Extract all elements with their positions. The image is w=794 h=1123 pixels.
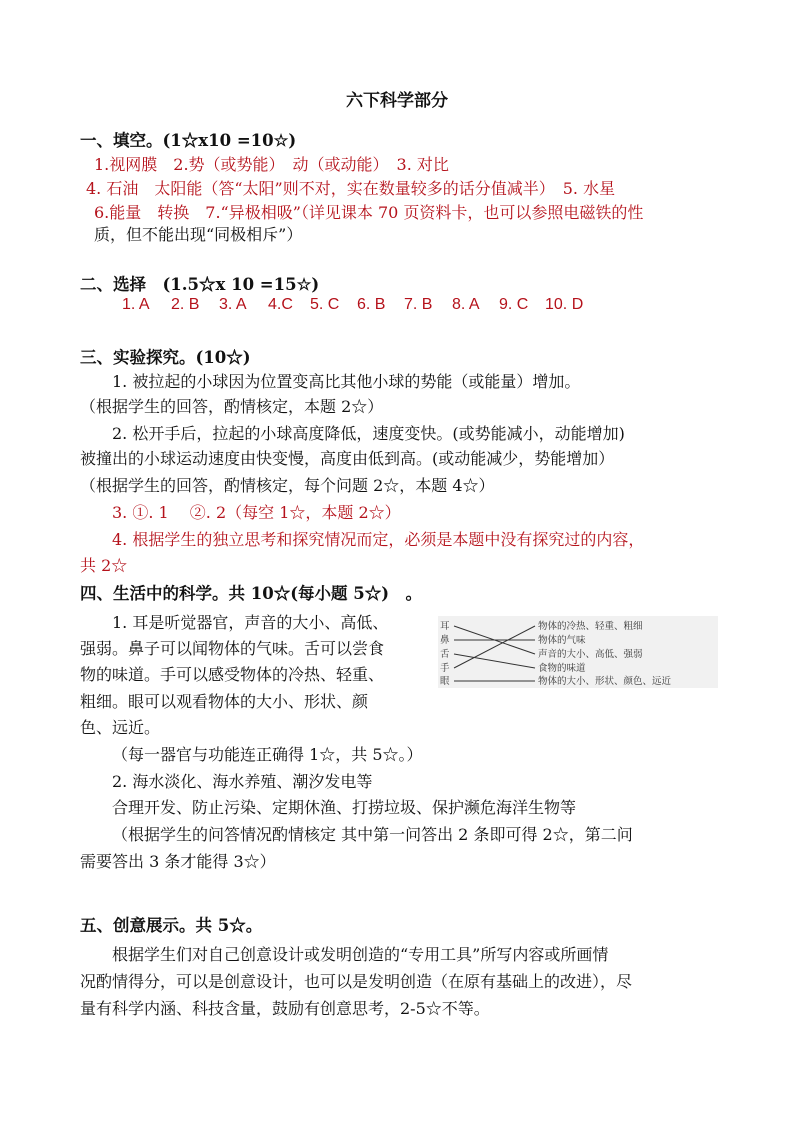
diagram-function-4: 物体的大小、形状、颜色、远近 (538, 676, 672, 687)
diagram-organ-1: 鼻 (440, 635, 450, 646)
link-hand-touch (454, 626, 535, 668)
s5-line-1: 根据学生们对自己创意设计或发明创造的“专用工具”所写内容或所画情 (112, 945, 609, 964)
link-tongue-taste (454, 654, 535, 668)
s4-line-4: 粗细。眼可以观看物体的大小、形状、颜 (80, 692, 369, 711)
s2-answer-9: 9. C (499, 296, 529, 313)
diagram-organ-0: 耳 (440, 621, 450, 632)
s2-answer-8: 8. A (452, 296, 480, 313)
s4-line-9: （根据学生的问答情况酌情核定 其中第一问答出 2 条即可得 2☆，第二问 (112, 825, 633, 844)
section-3-heading: 三、实验探究。(10☆) (80, 348, 251, 367)
s2-answer-10: 10. D (545, 296, 584, 313)
diagram-organ-3: 手 (440, 663, 450, 674)
s3-line-6: 3. ①. 1 ②. 2（每空 1☆，本题 2☆） (112, 503, 401, 522)
s3-line-4: 被撞出的小球运动速度由快变慢，高度由低到高。(或动能减少，势能增加） (80, 449, 615, 468)
s1-line-4: 质，但不能出现“同极相斥”） (94, 225, 303, 244)
diagram-organ-4: 眼 (440, 676, 450, 687)
s3-line-7: 4. 根据学生的独立思考和探究情况而定，必须是本题中没有探究过的内容， (112, 530, 645, 549)
s2-answer-2: 2. B (171, 296, 200, 313)
s3-line-2: （根据学生的回答，酌情核定，本题 2☆） (80, 397, 384, 416)
s3-line-5: （根据学生的回答，酌情核定，每个问题 2☆，本题 4☆） (80, 476, 495, 495)
s4-line-2: 强弱。鼻子可以闻物体的气味。舌可以尝食 (80, 639, 385, 658)
s3-line-1: 1. 被拉起的小球因为位置变高比其他小球的势能（或能量）增加。 (112, 372, 581, 391)
s4-line-5: 色、远近。 (80, 718, 161, 737)
organ-function-matching-diagram (438, 616, 718, 688)
s4-line-3: 物的味道。手可以感受物体的冷热、轻重、 (80, 665, 385, 684)
section-2-heading: 二、选择 (1.5☆x 10 =15☆) (80, 275, 320, 294)
s2-answer-4: 4.C (268, 296, 293, 313)
s4-line-10: 需要答出 3 条才能得 3☆） (80, 852, 276, 871)
diagram-organ-2: 舌 (440, 649, 450, 660)
s2-answer-3: 3. A (219, 296, 247, 313)
page-title: 六下科学部分 (346, 91, 448, 111)
section-1-heading: 一、填空。(1☆x10 =10☆) (80, 131, 297, 150)
section-4-heading: 四、生活中的科学。共 10☆(每小题 5☆) 。 (80, 584, 423, 603)
diagram-function-0: 物体的冷热、轻重、粗细 (538, 621, 643, 632)
s1-line-3: 6.能量 转换 7.“异极相吸”（详见课本 70 页资料卡，也可以参照电磁铁的性 (94, 203, 644, 222)
s5-line-2: 况酌情得分，可以是创意设计，也可以是发明创造（在原有基础上的改进），尽 (80, 972, 633, 991)
s4-line-8: 合理开发、防止污染、定期休渔、打捞垃圾、保护濒危海洋生物等 (112, 798, 577, 817)
diagram-function-1: 物体的气味 (538, 635, 586, 646)
s2-answer-7: 7. B (404, 296, 433, 313)
s2-answer-5: 5. C (310, 296, 340, 313)
s3-line-3: 2. 松开手后，拉起的小球高度降低，速度变快。(或势能减小，动能增加) (112, 424, 625, 443)
s2-answer-1: 1. A (122, 296, 150, 313)
diagram-function-2: 声音的大小、高低、强弱 (538, 649, 643, 660)
s4-line-6: （每一器官与功能连正确得 1☆，共 5☆。） (112, 745, 423, 764)
s4-line-7: 2. 海水淡化、海水养殖、潮汐发电等 (112, 772, 373, 791)
section-5-heading: 五、创意展示。共 5☆。 (80, 916, 263, 935)
s4-line-1: 1. 耳是听觉器官，声音的大小、高低、 (112, 613, 389, 632)
diagram-function-3: 食物的味道 (538, 663, 586, 674)
s1-line-2: 4. 石油 太阳能（答“太阳”则不对，实在数量较多的话分值减半） 5. 水星 (86, 179, 616, 198)
s2-answer-6: 6. B (357, 296, 386, 313)
s1-line-1: 1.视网膜 2.势（或势能） 动（或动能） 3. 对比 (94, 155, 449, 174)
s3-line-8: 共 2☆ (80, 556, 128, 575)
s5-line-3: 量有科学内涵、科技含量，鼓励有创意思考，2-5☆不等。 (80, 999, 490, 1018)
